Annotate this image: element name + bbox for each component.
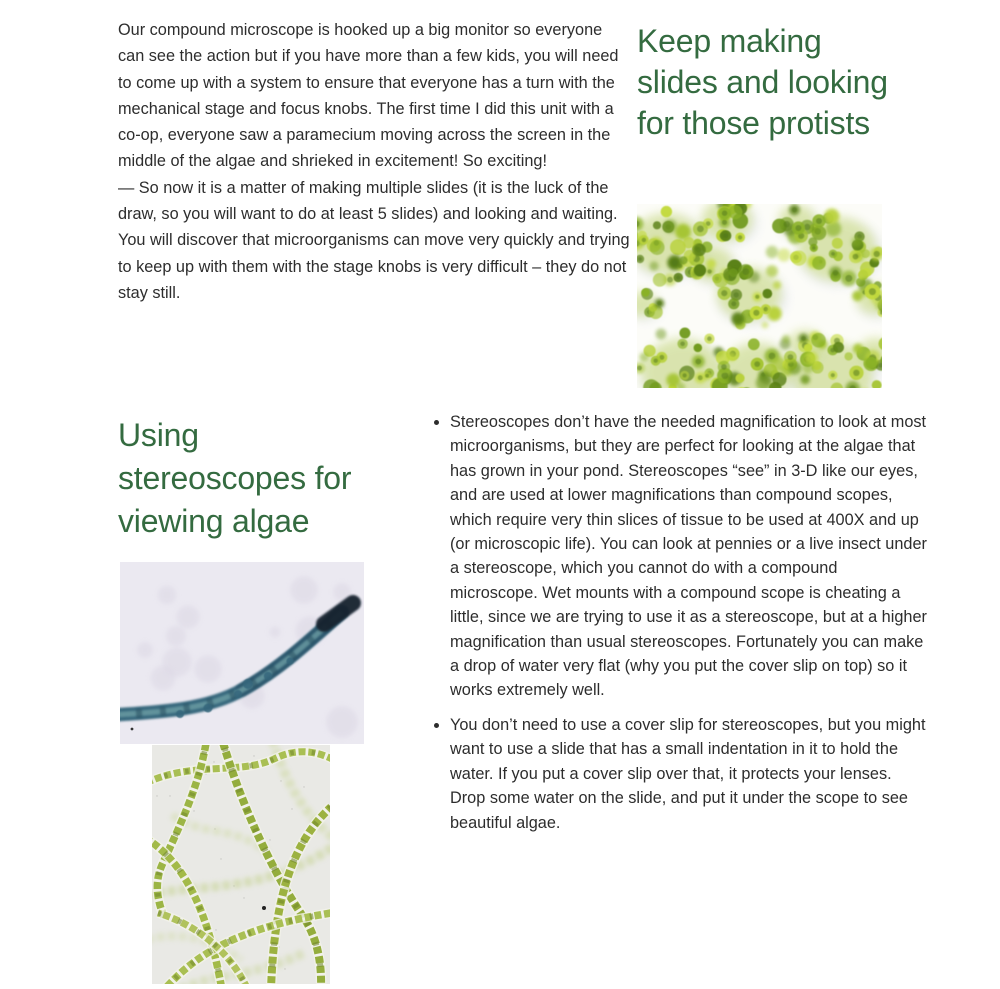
green-algae-cells-image <box>637 204 882 388</box>
stereoscope-bullet-list <box>424 410 928 845</box>
intro-text-block <box>118 17 630 306</box>
heading-keep-making-slides: Keep making slides and looking for those protists <box>637 23 888 141</box>
intro-paragraph-2: — So now it is a matter of making multiple slides (it is the luck of the draw, so you will want to do at least 5 slides) and looking and waiting. You will discover that microorganisms can move very quickly and trying to keep up with them with the stage knobs is very difficult – they do not stay still. <box>118 178 630 302</box>
blue-filament-image <box>120 562 364 744</box>
bullet-item: • Stereoscopes don’t have the needed magnification to look at most microorganisms, but they are perfect for looking at the algae that has grown in your pond. Stereoscopes “see” in 3-D like our eyes, and are used at lower magnifications than compound scopes, which require very thin slices of tissue to be used at 400X and up (or microscopic life). You can look at pennies or a live insect under a stereoscope, which you cannot do with a compound microscope. Wet mounts with a compound scope is cheating a little, since we are trying to use it as a stereoscope, but at a higher magnification than usual stereoscopes. Fortunately you can make a drop of water very flat (why you put the cover slip on top) so it works extremely well. <box>450 410 928 703</box>
heading-using-stereoscopes: Using stereoscopes for viewing algae <box>118 417 352 539</box>
bullet-item: • You don’t need to use a cover slip for stereoscopes, but you might want to use a slide that has a small indentation in it to hold the water. If you put a cover slip over that, it protects your lenses. Drop some water on the slide, and put it under the scope to see beautiful algae. <box>450 713 928 835</box>
filamentous-green-algae-image <box>152 745 330 984</box>
intro-paragraph-1: Our compound microscope is hooked up a big monitor so everyone can see the action but if you have more than a few kids, you will need to come up with a system to ensure that everyone has a turn with the mechanical stage and focus knobs. The first time I did this unit with a co-op, everyone saw a paramecium moving across the screen in the middle of the algae and shrieked in excitement! So exciting! <box>118 21 619 171</box>
